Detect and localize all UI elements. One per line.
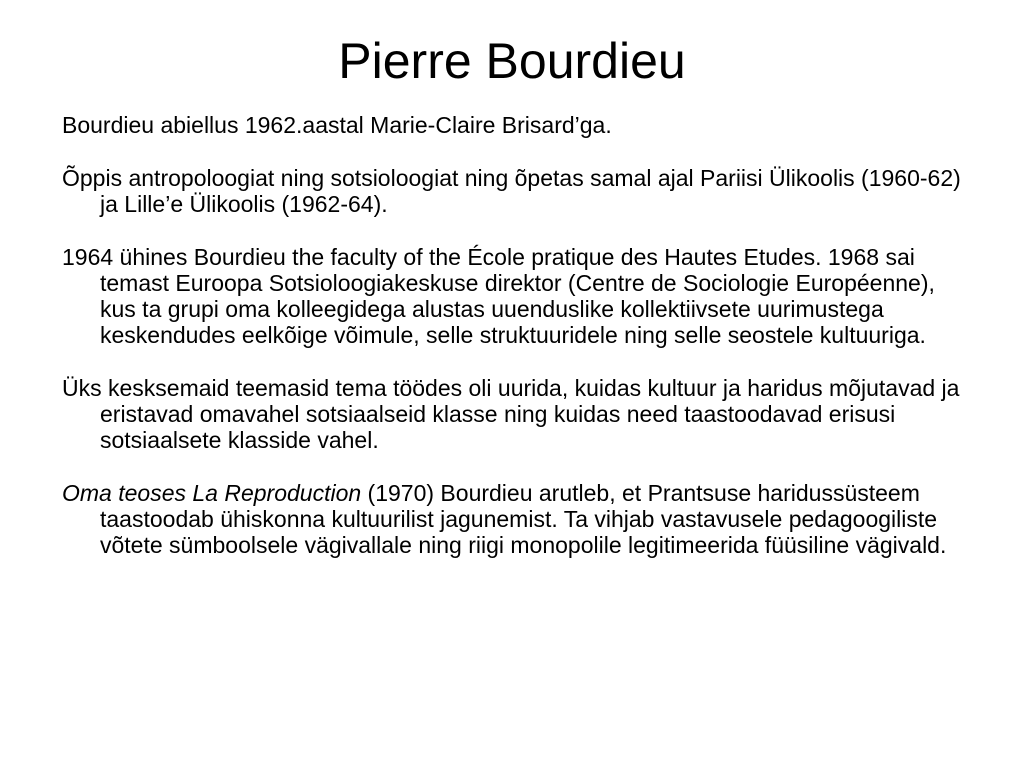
- paragraph-career: 1964 ühines Bourdieu the faculty of the École pratique des Hautes Etudes. 1968 sai temast Euroopa Sotsioloogiakeskuse direktor (Centre de Sociologie Européenne), kus ta grupi oma kolleegidega alustas uuenduslike kollektiivsete uurimustega keskendudes eelkõige võimule, selle struktuuridele ning selle seostele kultuuriga.: [62, 244, 935, 348]
- slide-title: Pierre Bourdieu: [338, 33, 686, 89]
- paragraph-marriage: Bourdieu abiellus 1962.aastal Marie-Claire Brisard’ga.: [62, 112, 612, 138]
- paragraph-reproduction: [62, 480, 967, 558]
- paragraph-education: Õppis antropoloogiat ning sotsioloogiat ning õpetas samal ajal Pariisi Ülikoolis (1960-62) ja Lille’e Ülikoolis (1962-64).: [62, 165, 961, 217]
- reproduction-text: (1970) Bourdieu arutleb, et Prantsuse haridussüsteem taastoodab ühiskonna kultuurilist jagunemist. Ta vihjab vastavusele pedagoogiliste võtete sümboolsele vägivallale ning riigi monopolile legitimeerida füüsiline vägivald.: [100, 480, 947, 558]
- book-reference: Oma teoses La Reproduction: [62, 480, 362, 506]
- slide-body: [62, 112, 967, 585]
- paragraph-themes: Üks kesksemaid teemasid tema töödes oli uurida, kuidas kultuur ja haridus mõjutavad ja eristavad omavahel sotsiaalseid klasse ning kuidas need taastoodavad erisusi sotsiaalsete klasside vahel.: [62, 375, 960, 453]
